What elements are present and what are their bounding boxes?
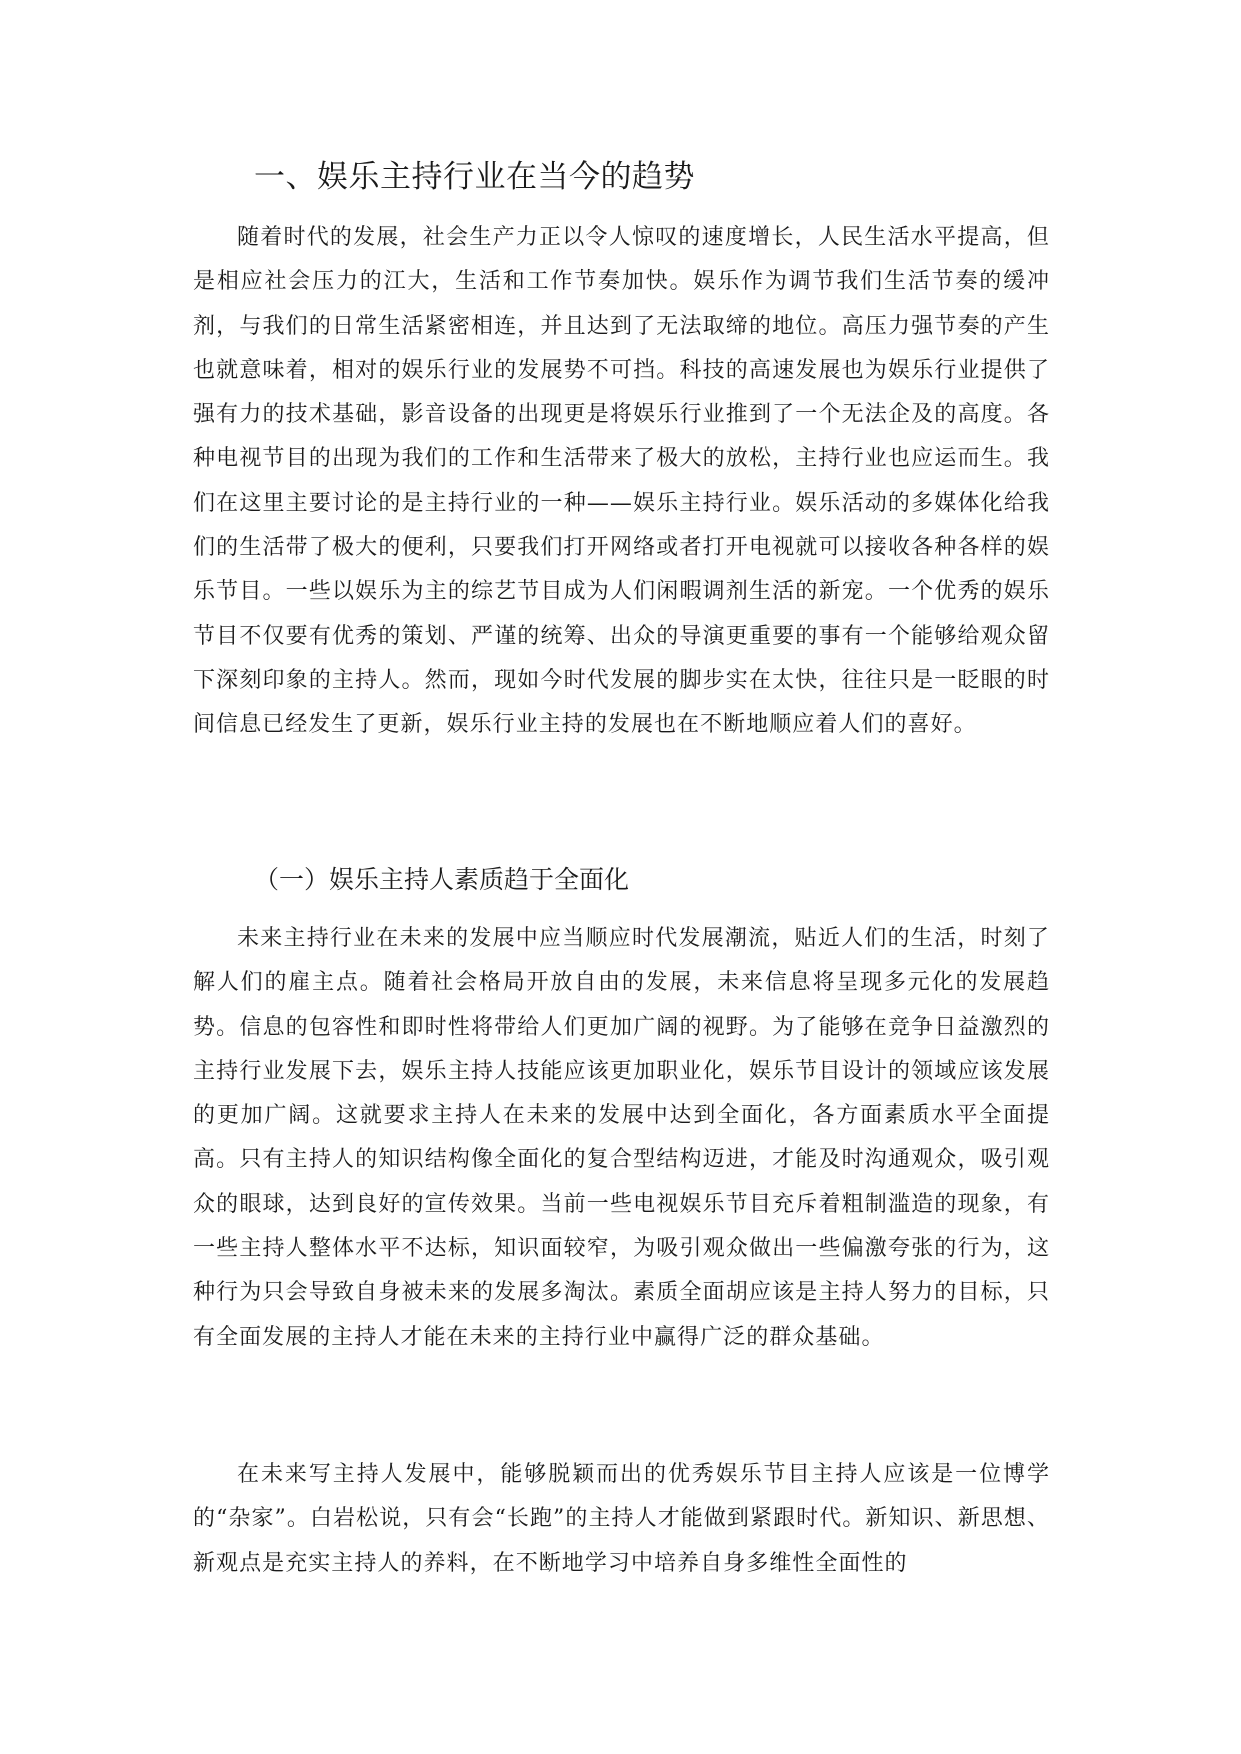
section-heading: 一、娱乐主持行业在当今的趋势 bbox=[254, 159, 695, 195]
paragraph: 在未来写主持人发展中，能够脱颖而出的优秀娱乐节目主持人应该是一位博学的“杂家”。白岩松说，只有会“长跑”的主持人才能做到紧跟时代。新知识、新思想、新观点是充实主持人的养料，在不断地学习中培养自身多维性全面性的 bbox=[193, 1462, 1050, 1576]
subsection-heading: （一）娱乐主持人素质趋于全面化 bbox=[254, 865, 630, 894]
paragraph: 随着时代的发展，社会生产力正以令人惊叹的速度增长，人民生活水平提高，但是相应社会压力的江大，生活和工作节奏加快。娱乐作为调节我们生活节奏的缓冲剂，与我们的日常生活紧密相连，并且达到了无法取缔的地位。高压力强节奏的产生也就意味着，相对的娱乐行业的发展势不可挡。科技的高速发展也为娱乐行业提供了强有力的技术基础，影音设备的出现更是将娱乐行业推到了一个无法企及的高度。各种电视节目的出现为我们的工作和生活带来了极大的放松，主持行业也应运而生。我们在这里主要讨论的是主持行业的一种——娱乐主持行业。娱乐活动的多媒体化给我们的生活带了极大的便利，只要我们打开网络或者打开电视就可以接收各种各样的娱乐节目。一些以娱乐为主的综艺节目成为人们闲暇调剂生活的新宠。一个优秀的娱乐节目不仅要有优秀的策划、严谨的统筹、出众的导演更重要的事有一个能够给观众留下深刻印象的主持人。然而，现如今时代发展的脚步实在太快，往往只是一眨眼的时间信息已经发生了更新，娱乐行业主持的发展也在不断地顺应着人们的喜好。 bbox=[193, 225, 1050, 738]
paragraph: 未来主持行业在未来的发展中应当顺应时代发展潮流，贴近人们的生活，时刻了解人们的雇主点。随着社会格局开放自由的发展，未来信息将呈现多元化的发展趋势。信息的包容性和即时性将带给人们更加广阔的视野。为了能够在竞争日益激烈的主持行业发展下去，娱乐主持人技能应该更加职业化，娱乐节目设计的领域应该发展的更加广阔。这就要求主持人在未来的发展中达到全面化，各方面素质水平全面提高。只有主持人的知识结构像全面化的复合型结构迈进，才能及时沟通观众，吸引观众的眼球，达到良好的宣传效果。当前一些电视娱乐节目充斥着粗制滥造的现象，有一些主持人整体水平不达标，知识面较窄，为吸引观众做出一些偏激夸张的行为，这种行为只会导致自身被未来的发展多淘汰。素质全面胡应该是主持人努力的目标，只有全面发展的主持人才能在未来的主持行业中赢得广泛的群众基础。 bbox=[193, 926, 1050, 1350]
